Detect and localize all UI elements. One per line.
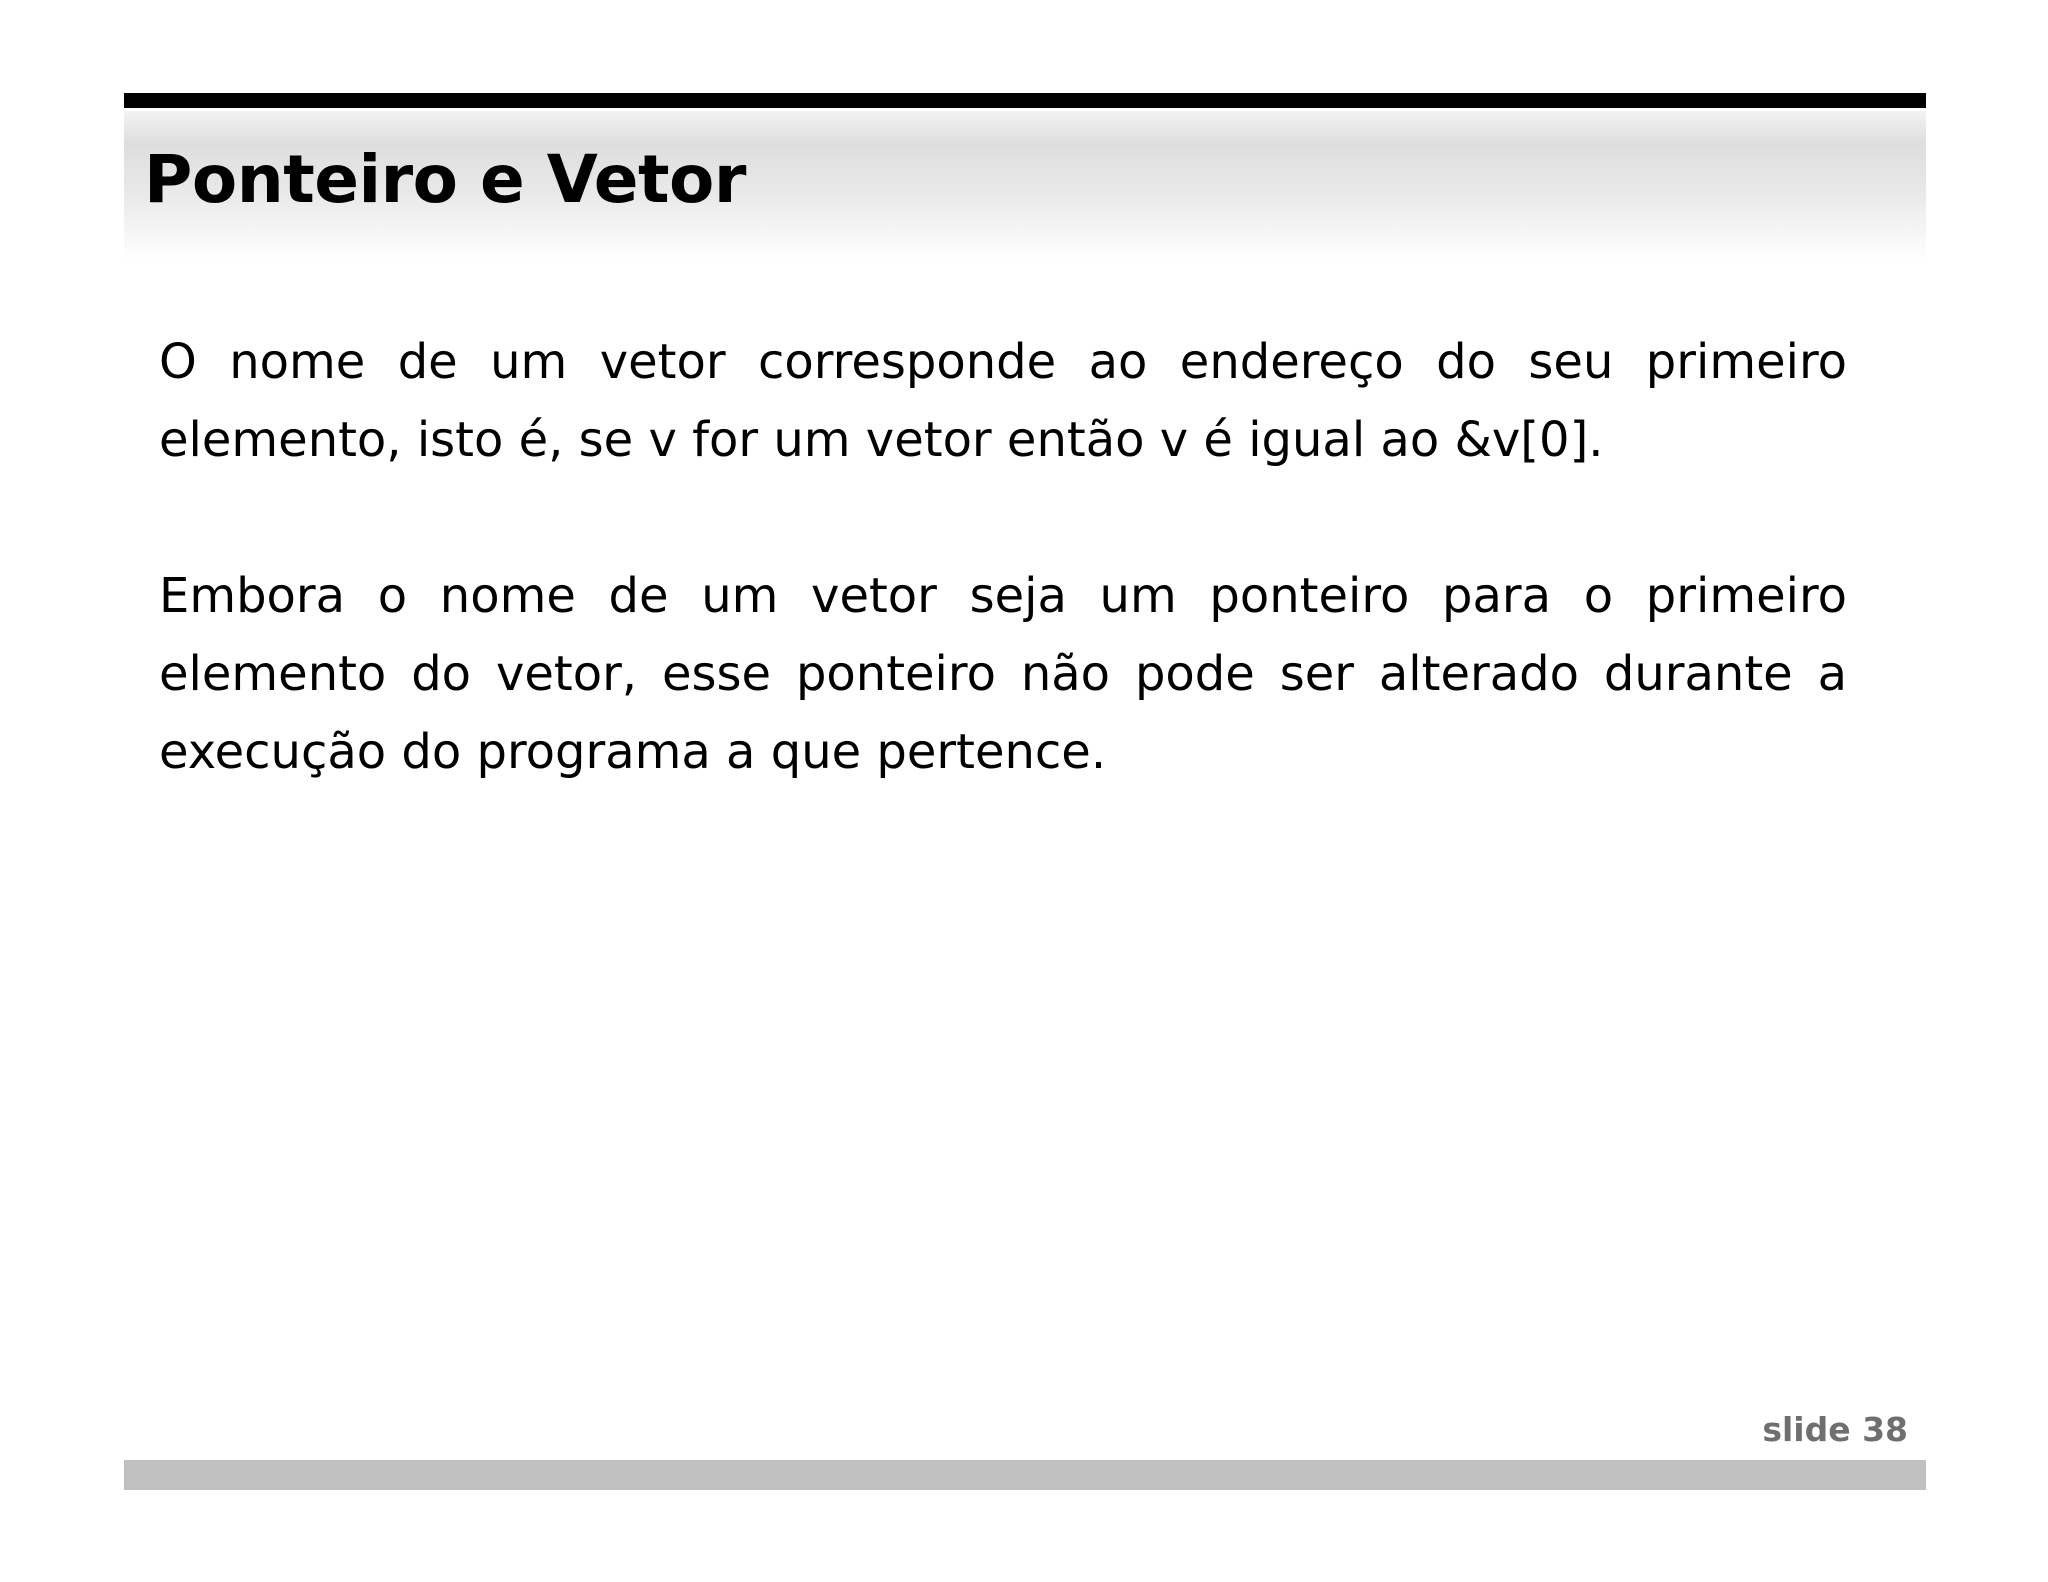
slide-body xyxy=(159,323,1847,791)
body-paragraph-1: O nome de um vetor corresponde ao endereço do seu primeiro elemento, isto é, se v for um vetor então v é igual ao &v[0]. xyxy=(159,334,1847,468)
slide-title: Ponteiro e Vetor xyxy=(144,141,746,218)
body-paragraph-2: Embora o nome de um vetor seja um ponteiro para o primeiro elemento do vetor, esse ponteiro não pode ser alterado durante a execução do programa a que pertence. xyxy=(159,568,1847,780)
top-rule xyxy=(124,93,1926,108)
slide-number: slide 38 xyxy=(1762,1410,1908,1449)
footer-bar xyxy=(124,1460,1926,1490)
